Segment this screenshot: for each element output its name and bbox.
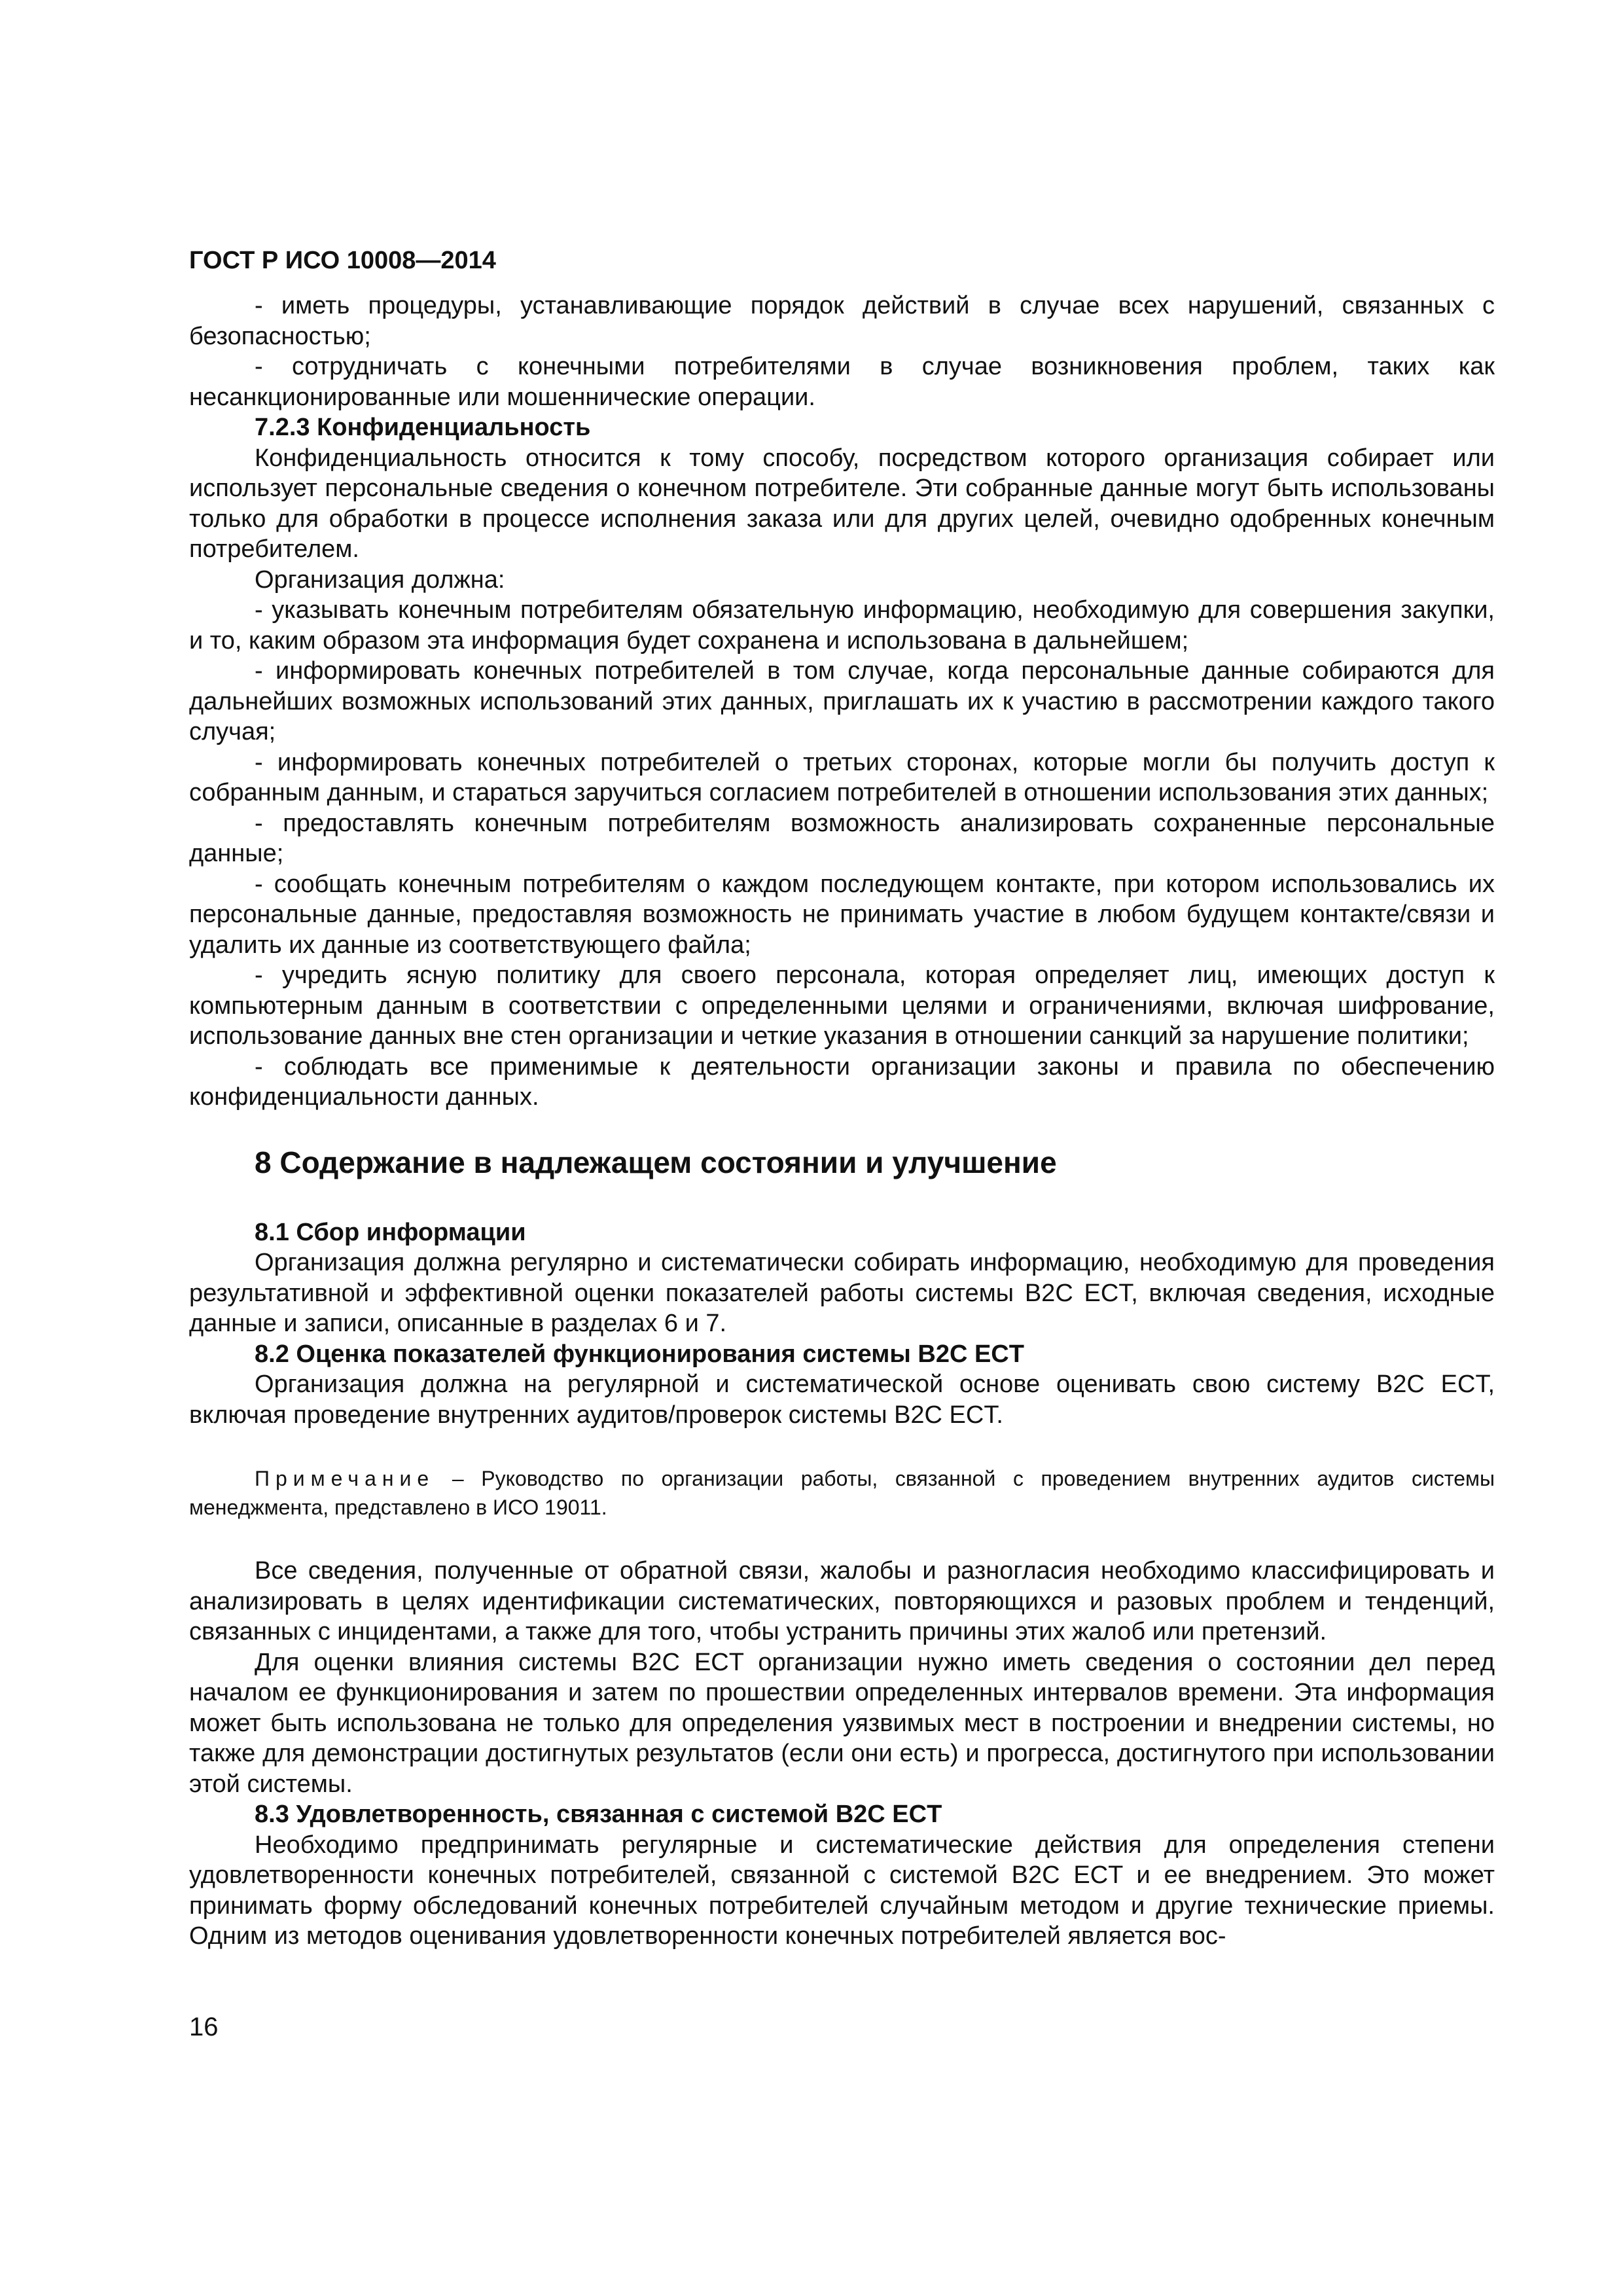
document-body	[189, 291, 1495, 1952]
paragraph: Организация должна:	[255, 565, 505, 594]
paragraph: Организация должна на регулярной и систематической основе оценивать свою систему B2C ECT, включая проведение внутренних аудитов/проверок системы B2C ECT.	[189, 1371, 1495, 1429]
note-text: – Руководство по организации работы, связанной с проведением внутренних аудитов системы менеджмента, представлено в ИСО 19011.	[189, 1467, 1495, 1519]
paragraph-list-item: - иметь процедуры, устанавливающие порядок действий в случае всех нарушений, связанных с безопасностью;	[189, 292, 1495, 350]
subsection-heading-8-2: 8.2 Оценка показателей функционирования системы B2C ECT	[255, 1340, 1024, 1368]
section-heading-8: 8 Содержание в надлежащем состоянии и улучшение	[255, 1145, 1057, 1179]
paragraph-list-item: - информировать конечных потребителей в том случае, когда персональные данные собираются для дальнейших возможных использований этих данных, приглашать их к участию в рассмотрении каждого такого случая;	[189, 657, 1495, 745]
subsection-heading-8-1: 8.1 Сбор информации	[255, 1218, 526, 1246]
paragraph: Организация должна регулярно и систематически собирать информацию, необходимую для проведения результативной и эффективной оценки показателей работы системы B2C ECT, включая сведения, исходные данные и записи, описанные в разделах 6 и 7.	[189, 1249, 1495, 1337]
note	[189, 1464, 1495, 1522]
note-label: Примечание	[255, 1467, 435, 1490]
paragraph-list-item: - информировать конечных потребителей о третьих сторонах, которые могли бы получить доступ к собранным данным, и стараться заручиться согласием потребителей в отношении использования этих данных;	[189, 748, 1495, 806]
paragraph: Необходимо предпринимать регулярные и систематические действия для определения степени удовлетворенности конечных потребителей, связанной с системой B2C ECT и ее внедрением. Это может принимать форму обследований конечных потребителей случайным методом и другие технические приемы. Одним из методов оценивания удовлетворенности конечных потребителей является вос-	[189, 1831, 1495, 1950]
paragraph: Конфиденциальность относится к тому способу, посредством которого организация собирает или использует персональные сведения о конечном потребителе. Эти собранные данные могут быть использованы только для обработки в процессе исполнения заказа или для других целей, очевидно одобренных конечным потребителем.	[189, 444, 1495, 563]
subsection-heading-8-3: 8.3 Удовлетворенность, связанная с системой B2C ECT	[255, 1801, 942, 1828]
paragraph: Все сведения, полученные от обратной связи, жалобы и разногласия необходимо классифицировать и анализировать в целях идентификации систематических, повторяющихся и разовых проблем и тенденций, связанных с инцидентами, а также для того, чтобы устранить причины этих жалоб или претензий.	[189, 1557, 1495, 1645]
paragraph-list-item: - сотрудничать с конечными потребителями в случае возникновения проблем, таких как несанкционированные или мошеннические операции.	[189, 353, 1495, 411]
paragraph: Для оценки влияния системы B2C ECT организации нужно иметь сведения о состоянии дел перед началом ее функционирования и затем по прошествии определенных интервалов времени. Эта информация может быть использована не только для определения уязвимых мест в построении и внедрении системы, но также для демонстрации достигнутых результатов (если они есть) и прогресса, достигнутого при использовании этой системы.	[189, 1648, 1495, 1798]
subsection-heading-7-2-3: 7.2.3 Конфиденциальность	[255, 414, 591, 441]
paragraph-list-item: - соблюдать все применимые к деятельности организации законы и правила по обеспечению конфиденциальности данных.	[189, 1052, 1495, 1111]
page-number: 16	[189, 2013, 219, 2041]
paragraph-list-item: - предоставлять конечным потребителям возможность анализировать сохраненные персональные данные;	[189, 809, 1495, 867]
paragraph-list-item: - учредить ясную политику для своего персонала, которая определяет лиц, имеющих доступ к компьютерным данным в соответствии с определенными целями и ограничениями, включая шифрование, использование данных вне стен организации и четкие указания в отношении санкций за нарушение политики;	[189, 961, 1495, 1050]
document-header: ГОСТ Р ИСО 10008—2014	[189, 247, 496, 274]
paragraph-list-item: - сообщать конечным потребителям о каждом последующем контакте, при котором использовались их персональные данные, предоставляя возможность не принимать участие в любом будущем контакте/связи и удалить их данные из соответствующего файла;	[189, 870, 1495, 959]
paragraph-list-item: - указывать конечным потребителям обязательную информацию, необходимую для совершения закупки, и то, каким образом эта информация будет сохранена и использована в дальнейшем;	[189, 596, 1495, 655]
